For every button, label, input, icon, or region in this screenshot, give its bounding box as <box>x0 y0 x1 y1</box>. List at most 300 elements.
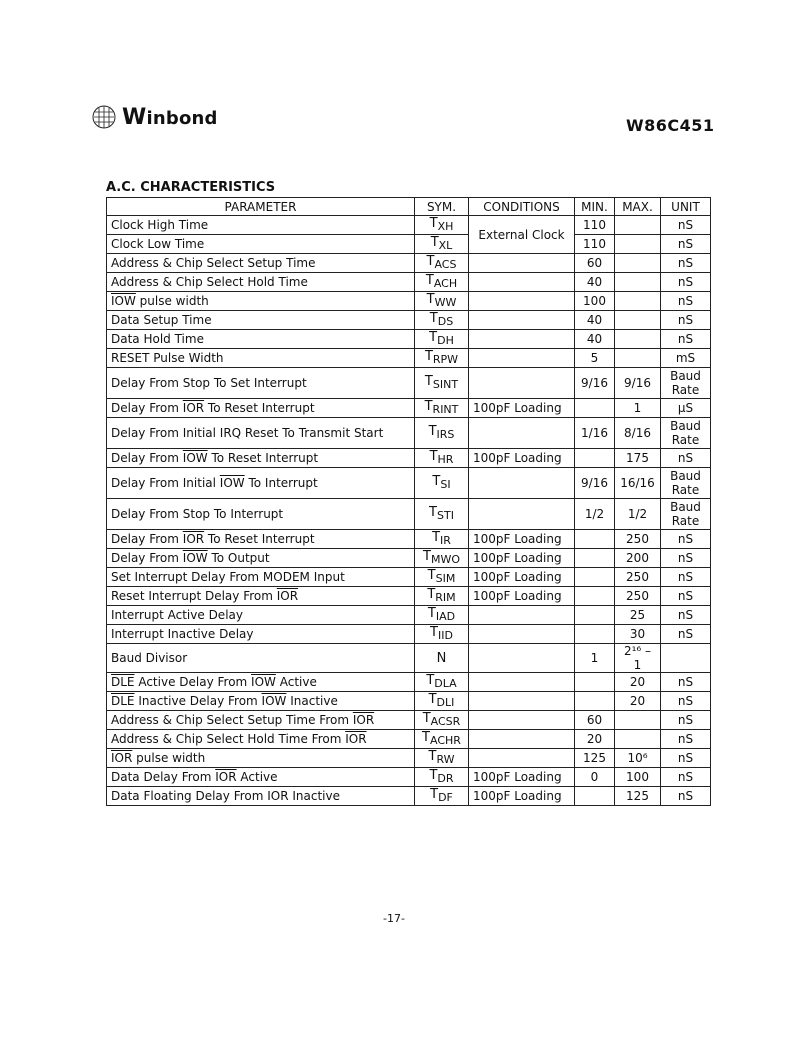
min-cell: 110 <box>575 216 615 235</box>
symbol-cell <box>415 330 469 349</box>
parameter-text: Set Interrupt Delay From MODEM Input <box>111 570 345 584</box>
table-row <box>107 216 711 235</box>
parameter-cell <box>107 606 415 625</box>
min-cell <box>575 625 615 644</box>
max-cell: 20 <box>615 673 661 692</box>
parameter-cell <box>107 254 415 273</box>
table-row <box>107 606 711 625</box>
min-cell: 40 <box>575 311 615 330</box>
parameter-cell <box>107 399 415 418</box>
symbol-cell <box>415 311 469 330</box>
parameter-text: Reset Interrupt Delay From <box>111 589 277 603</box>
min-cell <box>575 787 615 806</box>
brand-name: Winbond <box>122 104 218 130</box>
max-cell: 100 <box>615 768 661 787</box>
unit-cell: nS <box>661 216 711 235</box>
symbol-cell <box>415 625 469 644</box>
page-number: -17- <box>383 912 405 925</box>
max-cell: 1 <box>615 399 661 418</box>
conditions-cell <box>469 749 575 768</box>
unit-cell: nS <box>661 787 711 806</box>
parameter-text: Delay From Initial <box>111 476 220 490</box>
unit-cell: nS <box>661 625 711 644</box>
table-row <box>107 768 711 787</box>
conditions-cell <box>469 692 575 711</box>
conditions-cell <box>469 368 575 399</box>
max-cell: 30 <box>615 625 661 644</box>
table-row <box>107 692 711 711</box>
unit-cell <box>661 368 711 399</box>
min-cell: 0 <box>575 768 615 787</box>
parameter-text: Delay From Stop To Interrupt <box>111 507 284 521</box>
parameter-text: Data Setup Time <box>111 313 212 327</box>
min-cell: 100 <box>575 292 615 311</box>
unit-line-2: Rate <box>671 483 700 497</box>
overlined-signal: $\overline{IOR}$ <box>345 732 367 746</box>
overlined-signal: $\overline{IOW}$ <box>219 476 245 490</box>
symbol-letter: T <box>422 711 431 726</box>
symbol-letter: T <box>429 449 438 464</box>
unit-cell: nS <box>661 549 711 568</box>
symbol-subscript: IAD <box>435 610 456 623</box>
symbol-subscript: XH <box>437 220 454 233</box>
conditions-cell <box>469 292 575 311</box>
max-cell <box>615 730 661 749</box>
parameter-text: Delay From Stop To Set Interrupt <box>111 376 307 390</box>
conditions-cell <box>469 349 575 368</box>
parameter-cell <box>107 549 415 568</box>
conditions-cell <box>469 330 575 349</box>
symbol-cell <box>415 216 469 235</box>
symbol-subscript: IRS <box>436 428 455 441</box>
symbol-letter: N <box>436 650 447 666</box>
symbol-subscript: RW <box>436 753 455 766</box>
max-cell <box>615 273 661 292</box>
symbol-subscript: RINT <box>432 403 459 416</box>
min-cell: 40 <box>575 330 615 349</box>
parameter-cell <box>107 349 415 368</box>
symbol-letter: T <box>429 330 438 345</box>
parameter-cell <box>107 644 415 673</box>
min-cell <box>575 530 615 549</box>
symbol-cell <box>415 273 469 292</box>
parameter-cell <box>107 587 415 606</box>
symbol-cell <box>415 768 469 787</box>
symbol-cell <box>415 399 469 418</box>
symbol-subscript: RPW <box>432 353 459 366</box>
conditions-cell: 100pF Loading <box>469 587 575 606</box>
max-cell <box>615 254 661 273</box>
winbond-logo <box>90 102 218 132</box>
max-cell <box>615 349 661 368</box>
min-cell: 9/16 <box>575 368 615 399</box>
max-cell <box>615 235 661 254</box>
symbol-subscript: DS <box>437 315 454 328</box>
table-row <box>107 399 711 418</box>
symbol-cell <box>415 235 469 254</box>
min-cell <box>575 399 615 418</box>
parameter-text: Address & Chip Select Setup Time From <box>111 713 353 727</box>
min-cell: 1/2 <box>575 499 615 530</box>
symbol-letter: T <box>430 625 438 640</box>
max-cell: 200 <box>615 549 661 568</box>
symbol-letter: T <box>424 374 433 389</box>
symbol-letter: T <box>430 787 439 802</box>
table-row <box>107 730 711 749</box>
max-cell <box>615 216 661 235</box>
unit-cell: nS <box>661 768 711 787</box>
max-cell: 20 <box>615 692 661 711</box>
parameter-text: Interrupt Active Delay <box>111 608 243 622</box>
symbol-subscript: DF <box>438 791 453 804</box>
symbol-letter: T <box>427 587 436 602</box>
symbol-subscript: WW <box>434 296 457 309</box>
unit-cell: nS <box>661 449 711 468</box>
max-cell: 10⁶ <box>615 749 661 768</box>
overlined-signal: $\overline{IOR}$ <box>352 713 375 727</box>
parameter-text: To Reset Interrupt <box>204 401 315 415</box>
conditions-cell <box>469 311 575 330</box>
table-row <box>107 711 711 730</box>
symbol-cell <box>415 673 469 692</box>
table-row <box>107 368 711 399</box>
overlined-signal: $\overline{IOR}$ <box>182 532 205 546</box>
table-row <box>107 468 711 499</box>
symbol-subscript: IR <box>440 534 451 547</box>
unit-cell: nS <box>661 587 711 606</box>
table-row <box>107 311 711 330</box>
winbond-globe-icon <box>90 102 120 132</box>
conditions-cell: 100pF Loading <box>469 449 575 468</box>
symbol-cell <box>415 368 469 399</box>
symbol-letter: T <box>427 568 436 583</box>
unit-cell <box>661 418 711 449</box>
symbol-subscript: SI <box>440 478 451 491</box>
table-row <box>107 530 711 549</box>
symbol-subscript: SIM <box>435 572 456 585</box>
unit-cell: mS <box>661 349 711 368</box>
parameter-text: pulse width <box>135 294 209 308</box>
header-unit: UNIT <box>661 198 711 216</box>
conditions-cell <box>469 606 575 625</box>
unit-cell: nS <box>661 692 711 711</box>
parameter-cell <box>107 692 415 711</box>
parameter-cell <box>107 418 415 449</box>
min-cell: 5 <box>575 349 615 368</box>
unit-cell: nS <box>661 568 711 587</box>
unit-cell: nS <box>661 673 711 692</box>
conditions-cell <box>469 644 575 673</box>
unit-cell: µS <box>661 399 711 418</box>
overlined-signal: $\overline{DLE}$ <box>111 694 135 708</box>
symbol-letter: T <box>429 216 438 231</box>
symbol-cell <box>415 692 469 711</box>
symbol-cell <box>415 644 469 673</box>
table-row <box>107 330 711 349</box>
symbol-cell <box>415 449 469 468</box>
symbol-cell <box>415 468 469 499</box>
conditions-cell <box>469 468 575 499</box>
parameter-text: Data Floating Delay From IOR Inactive <box>111 789 341 803</box>
overlined-signal: $\overline{IOR}$ <box>111 751 133 765</box>
ac-characteristics-table <box>106 197 711 806</box>
max-cell <box>615 292 661 311</box>
overlined-signal: $\overline{IOW}$ <box>182 551 208 565</box>
header-max: MAX. <box>615 198 661 216</box>
conditions-cell <box>469 730 575 749</box>
parameter-text: Address & Chip Select Hold Time From <box>111 732 346 746</box>
symbol-letter: T <box>427 606 436 621</box>
symbol-subscript: DR <box>437 772 454 785</box>
parameter-text: Inactive Delay From <box>134 694 262 708</box>
parameter-text: Clock Low Time <box>111 237 205 251</box>
symbol-letter: T <box>424 399 433 414</box>
symbol-letter: T <box>422 730 430 745</box>
unit-cell: nS <box>661 749 711 768</box>
unit-cell <box>661 644 711 673</box>
table-row <box>107 235 711 254</box>
symbol-letter: T <box>424 349 433 364</box>
symbol-subscript: ACHR <box>430 734 461 747</box>
parameter-cell <box>107 292 415 311</box>
parameter-cell <box>107 768 415 787</box>
parameter-text: Active <box>275 675 317 689</box>
overlined-signal: $\overline{IOW}$ <box>261 694 287 708</box>
max-cell: 9/16 <box>615 368 661 399</box>
parameter-text: Data Delay From <box>111 770 216 784</box>
parameter-cell <box>107 273 415 292</box>
unit-line-2: Rate <box>671 383 700 397</box>
parameter-cell <box>107 730 415 749</box>
min-cell <box>575 606 615 625</box>
unit-cell <box>661 499 711 530</box>
symbol-cell <box>415 530 469 549</box>
unit-cell: nS <box>661 330 711 349</box>
symbol-subscript: SINT <box>432 378 459 391</box>
conditions-cell: External Clock <box>469 216 575 254</box>
parameter-cell <box>107 368 415 399</box>
conditions-cell: 100pF Loading <box>469 568 575 587</box>
header-parameter: PARAMETER <box>107 198 415 216</box>
min-cell: 20 <box>575 730 615 749</box>
symbol-cell <box>415 711 469 730</box>
table-row <box>107 568 711 587</box>
symbol-letter: T <box>426 292 435 307</box>
unit-line-2: Rate <box>671 514 700 528</box>
table-row <box>107 349 711 368</box>
max-cell: 1/2 <box>615 499 661 530</box>
symbol-subscript: DLA <box>434 677 457 690</box>
max-cell: 250 <box>615 587 661 606</box>
parameter-text: Delay From <box>111 451 183 465</box>
table-row <box>107 644 711 673</box>
symbol-cell <box>415 292 469 311</box>
symbol-subscript: XL <box>438 239 453 252</box>
parameter-cell <box>107 311 415 330</box>
header-min: MIN. <box>575 198 615 216</box>
unit-line-1: Baud <box>670 419 701 433</box>
symbol-subscript: ACSR <box>430 715 461 728</box>
overlined-signal: $\overline{IOW}$ <box>251 675 276 689</box>
min-cell: 60 <box>575 254 615 273</box>
symbol-cell <box>415 787 469 806</box>
symbol-cell <box>415 749 469 768</box>
min-cell <box>575 449 615 468</box>
max-cell: 250 <box>615 568 661 587</box>
max-cell: 125 <box>615 787 661 806</box>
symbol-subscript: HR <box>437 453 454 466</box>
max-cell: 175 <box>615 449 661 468</box>
min-cell: 60 <box>575 711 615 730</box>
conditions-cell: 100pF Loading <box>469 768 575 787</box>
max-cell: 8/16 <box>615 418 661 449</box>
parameter-cell <box>107 568 415 587</box>
overlined-signal: $\overline{IOR}$ <box>276 589 299 603</box>
table-row <box>107 254 711 273</box>
max-cell: 25 <box>615 606 661 625</box>
conditions-cell <box>469 711 575 730</box>
overlined-signal: $\overline{DLE}$ <box>111 675 135 689</box>
symbol-letter: T <box>428 749 437 764</box>
table-header-row <box>107 198 711 216</box>
table-row <box>107 273 711 292</box>
symbol-letter: T <box>428 424 437 439</box>
symbol-cell <box>415 568 469 587</box>
symbol-cell <box>415 606 469 625</box>
section-title: A.C. CHARACTERISTICS <box>106 180 276 195</box>
unit-cell: nS <box>661 235 711 254</box>
table-row <box>107 749 711 768</box>
overlined-signal: $\overline{IOW}$ <box>111 294 136 308</box>
symbol-subscript: ACH <box>433 277 458 290</box>
table-row <box>107 625 711 644</box>
max-cell <box>615 330 661 349</box>
parameter-cell <box>107 625 415 644</box>
symbol-letter: T <box>432 474 441 489</box>
symbol-cell <box>415 418 469 449</box>
max-cell: 250 <box>615 530 661 549</box>
min-cell <box>575 692 615 711</box>
min-cell <box>575 673 615 692</box>
symbol-subscript: DH <box>437 334 454 347</box>
symbol-subscript: DLI <box>436 696 455 709</box>
parameter-cell <box>107 235 415 254</box>
table-row <box>107 292 711 311</box>
conditions-cell: 100pF Loading <box>469 787 575 806</box>
conditions-cell: 100pF Loading <box>469 399 575 418</box>
symbol-letter: T <box>425 273 434 288</box>
symbol-cell <box>415 349 469 368</box>
parameter-cell <box>107 499 415 530</box>
parameter-text: Address & Chip Select Setup Time <box>111 256 316 270</box>
conditions-cell <box>469 273 575 292</box>
unit-cell: nS <box>661 311 711 330</box>
unit-cell <box>661 468 711 499</box>
unit-line-1: Baud <box>670 369 701 383</box>
conditions-cell <box>469 625 575 644</box>
symbol-letter: T <box>429 311 438 326</box>
symbol-subscript: MWO <box>430 553 460 566</box>
min-cell <box>575 549 615 568</box>
parameter-text: Active <box>236 770 278 784</box>
header-symbol: SYM. <box>415 198 469 216</box>
min-cell <box>575 568 615 587</box>
parameter-text: Active Delay From <box>134 675 252 689</box>
symbol-subscript: ACS <box>434 258 457 271</box>
symbol-letter: T <box>428 692 437 707</box>
parameter-text: Address & Chip Select Hold Time <box>111 275 308 289</box>
symbol-letter: T <box>426 673 435 688</box>
min-cell: 9/16 <box>575 468 615 499</box>
max-cell: 2¹⁶ – 1 <box>615 644 661 673</box>
parameter-cell <box>107 216 415 235</box>
min-cell: 1 <box>575 644 615 673</box>
min-cell: 125 <box>575 749 615 768</box>
parameter-cell <box>107 468 415 499</box>
parameter-cell <box>107 530 415 549</box>
parameter-text: Data Hold Time <box>111 332 204 346</box>
parameter-text: To Interrupt <box>244 476 318 490</box>
parameter-cell <box>107 749 415 768</box>
min-cell: 110 <box>575 235 615 254</box>
parameter-text: Delay From <box>111 551 183 565</box>
unit-cell: nS <box>661 273 711 292</box>
parameter-text: Inactive <box>286 694 338 708</box>
overlined-signal: $\overline{IOW}$ <box>182 451 208 465</box>
max-cell <box>615 311 661 330</box>
conditions-cell: 100pF Loading <box>469 530 575 549</box>
symbol-subscript: IID <box>437 629 453 642</box>
symbol-cell <box>415 549 469 568</box>
overlined-signal: $\overline{IOR}$ <box>182 401 205 415</box>
unit-cell: nS <box>661 711 711 730</box>
conditions-cell <box>469 254 575 273</box>
header-conditions: CONDITIONS <box>469 198 575 216</box>
parameter-text: Interrupt Inactive Delay <box>111 627 254 641</box>
symbol-subscript: STI <box>437 509 454 522</box>
parameter-cell <box>107 787 415 806</box>
parameter-text: Clock High Time <box>111 218 209 232</box>
parameter-text: To Output <box>207 551 270 565</box>
unit-line-1: Baud <box>670 469 701 483</box>
parameter-text: pulse width <box>132 751 206 765</box>
symbol-cell <box>415 254 469 273</box>
symbol-letter: T <box>430 235 439 250</box>
table-row <box>107 418 711 449</box>
symbol-letter: T <box>426 254 435 269</box>
table-row <box>107 587 711 606</box>
symbol-subscript: RIM <box>435 591 456 604</box>
symbol-letter: T <box>429 505 437 520</box>
table-row <box>107 449 711 468</box>
symbol-cell <box>415 730 469 749</box>
parameter-text: Delay From <box>111 401 183 415</box>
overlined-signal: $\overline{IOR}$ <box>215 770 237 784</box>
symbol-letter: T <box>432 530 441 545</box>
parameter-text: Delay From <box>111 532 183 546</box>
conditions-cell: 100pF Loading <box>469 549 575 568</box>
min-cell <box>575 587 615 606</box>
table-row <box>107 549 711 568</box>
table-row <box>107 499 711 530</box>
part-number: W86C451 <box>626 116 715 135</box>
unit-cell: nS <box>661 292 711 311</box>
max-cell: 16/16 <box>615 468 661 499</box>
unit-cell: nS <box>661 606 711 625</box>
conditions-cell <box>469 673 575 692</box>
conditions-cell <box>469 418 575 449</box>
parameter-text: To Reset Interrupt <box>207 451 319 465</box>
